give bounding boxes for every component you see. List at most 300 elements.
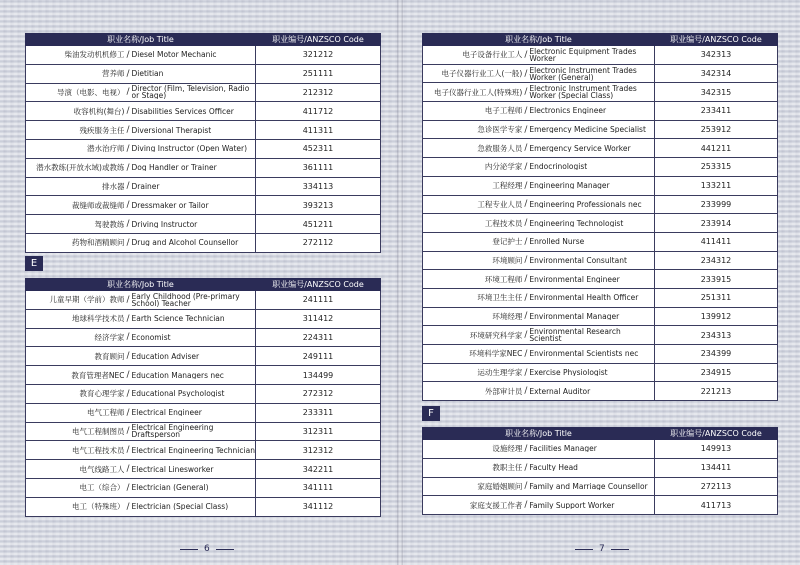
job-title-cell [26,233,256,252]
job-title-chinese: 柴油发动机机修工 [64,50,125,60]
job-title-english: Engineering Technologist [529,219,624,227]
anzsco-code-cell: 233914 [655,214,778,233]
slash-separator: / [126,200,130,211]
job-title-wrap [423,158,654,176]
job-title-chinese: 环境科学家NEC [469,349,523,359]
table-row [423,176,778,195]
job-title-english: Environmental Manager [529,312,620,320]
job-title-english: Exercise Physiologist [529,369,608,377]
job-title-cell [26,422,256,441]
job-title-wrap [26,310,255,328]
job-title-wrap [26,291,255,309]
table-row [423,83,778,102]
job-title-chinese: 电工（特殊班） [71,502,125,512]
anzsco-code-cell: 233411 [655,102,778,121]
job-title-cell [423,139,655,158]
anzsco-code-cell: 134499 [256,366,381,385]
job-title-wrap [26,140,255,158]
job-title-english: Education Adviser [131,352,200,360]
job-title-english: Family Support Worker [529,501,615,509]
anzsco-code-cell: 233999 [655,195,778,214]
job-title-english: External Auditor [529,387,591,395]
header-job-title: 职业名称/Job Title [423,34,655,46]
anzsco-code-cell: 139912 [655,307,778,326]
table-row [26,497,381,516]
job-title-wrap [423,233,654,251]
job-title-chinese: 家庭支援工作者 [469,500,523,510]
slash-separator: / [524,500,528,511]
slash-separator: / [126,464,130,475]
table-row [423,251,778,270]
table-row [26,121,381,140]
job-title-english: Drainer [131,182,160,190]
job-title-chinese: 教育管理者NEC [71,370,125,380]
job-title-cell [423,102,655,121]
job-title-chinese: 电气工程技术员 [71,445,125,455]
slash-separator: / [524,311,528,322]
job-title-wrap [423,364,654,382]
jobs-table-e-left [25,278,381,517]
job-title-chinese: 环境顾问 [492,255,523,265]
table-row [423,139,778,158]
job-title-chinese: 电子仪器行业工人(一般) [441,69,523,79]
table-row [26,215,381,234]
job-title-english: Electrician (General) [131,484,209,492]
table-row [423,363,778,382]
table-row [423,288,778,307]
job-title-wrap [26,404,255,422]
slash-separator: / [524,199,528,210]
slash-separator: / [524,105,528,116]
job-title-cell [26,384,256,403]
job-title-wrap [26,460,255,478]
job-title-cell [423,307,655,326]
header-job-title: 职业名称/Job Title [26,279,256,291]
table-header-row [423,428,778,440]
job-title-wrap [423,214,654,232]
anzsco-code-cell: 334113 [256,177,381,196]
slash-separator: / [126,332,130,343]
table-row [26,384,381,403]
job-title-cell [423,345,655,364]
job-title-english: Diving Instructor (Open Water) [131,145,248,153]
job-title-english: Electronic Equipment Trades Worker [529,47,637,62]
job-title-cell [26,309,256,328]
table-row [423,158,778,177]
job-title-wrap [26,366,255,384]
slash-separator: / [126,294,130,305]
anzsco-code-cell: 234915 [655,363,778,382]
job-title-english: Dog Handler or Trainer [131,164,217,172]
page-number-text: 7 [599,544,605,554]
slash-separator: / [524,143,528,154]
job-title-wrap [423,382,654,400]
job-title-cell [26,497,256,516]
job-title-wrap [423,289,654,307]
table-row [26,422,381,441]
job-title-cell [26,64,256,83]
job-title-wrap [26,234,255,252]
job-title-chinese: 环境经理 [492,311,523,321]
job-title-english: Family and Marriage Counsellor [529,482,648,490]
job-title-chinese: 排水器 [101,181,125,191]
slash-separator: / [126,143,130,154]
job-title-wrap [423,496,654,514]
slash-separator: / [126,106,130,117]
job-title-cell [26,139,256,158]
table-row [423,326,778,345]
slash-separator: / [524,87,528,98]
job-title-cell [423,176,655,195]
anzsco-code-cell: 341112 [256,497,381,516]
page-number-right [575,544,629,554]
job-title-english: Electronic Instrument Trades Worker (General) [529,66,637,81]
page-number-rule [180,549,198,550]
anzsco-code-cell: 241111 [256,291,381,310]
job-title-chinese: 登记护士 [492,237,523,247]
header-job-title: 职业名称/Job Title [423,428,655,440]
job-title-english: Earth Science Technician [131,315,225,323]
job-title-cell [423,195,655,214]
book-gutter [397,0,403,565]
anzsco-code-cell: 224311 [256,328,381,347]
job-title-cell [423,458,655,477]
anzsco-code-cell: 234312 [655,251,778,270]
job-title-chinese: 电子工程师 [484,106,523,116]
job-title-cell [423,326,655,345]
table-row [26,441,381,460]
job-title-wrap [423,102,654,120]
anzsco-code-cell: 251111 [256,64,381,83]
job-title-chinese: 电气工程师 [86,408,125,418]
table-row [423,496,778,515]
job-title-english: Electrical Engineering Technician [131,446,255,454]
job-title-english: Dressmaker or Tailor [131,201,209,209]
job-title-english: Faculty Head [529,464,578,472]
job-title-cell [423,64,655,83]
header-anzsco-code: 职业编号/ANZSCO Code [256,279,381,291]
page-number-rule [611,549,629,550]
table-row [26,478,381,497]
anzsco-code-cell: 212312 [256,83,381,102]
job-title-cell [423,477,655,496]
table-row [423,458,778,477]
job-title-cell [423,232,655,251]
anzsco-code-cell: 361111 [256,158,381,177]
slash-separator: / [524,462,528,473]
job-title-wrap [26,159,255,177]
job-title-chinese: 儿童早期（学前）教师 [49,295,125,305]
table-row [26,460,381,479]
job-title-english: Electronics Engineer [529,107,607,115]
jobs-table-f [422,427,778,515]
job-title-english: Diesel Motor Mechanic [131,51,217,59]
job-title-wrap [26,178,255,196]
anzsco-code-cell: 342313 [655,46,778,65]
table-row [26,291,381,310]
table-row [423,102,778,121]
header-anzsco-code: 职业编号/ANZSCO Code [655,34,778,46]
anzsco-code-cell: 233915 [655,270,778,289]
job-title-cell [423,46,655,65]
slash-separator: / [126,407,130,418]
job-title-chinese: 工程专业人员 [477,199,523,209]
job-title-chinese: 急诊医学专家 [477,125,523,135]
header-job-title: 职业名称/Job Title [26,34,256,46]
job-title-chinese: 营养师 [101,69,125,79]
job-title-english: Diversional Therapist [131,126,212,134]
page-number-rule [216,549,234,550]
table-row [26,233,381,252]
job-title-english: Electronic Instrument Trades Worker (Special Class) [529,85,637,100]
job-title-wrap [26,102,255,120]
job-title-wrap [26,329,255,347]
job-title-wrap [423,326,654,344]
job-title-cell [26,46,256,65]
job-title-wrap [26,196,255,214]
job-title-chinese: 教育顾问 [94,351,125,361]
table-row [26,328,381,347]
slash-separator: / [524,161,528,172]
job-title-english: Director (Film, Television, Radio or Stage) [131,85,250,100]
anzsco-code-cell: 249111 [256,347,381,366]
job-title-wrap [423,139,654,157]
header-anzsco-code: 职业编号/ANZSCO Code [256,34,381,46]
table-row [26,83,381,102]
job-title-english: Dietitian [131,70,164,78]
table-header-row [26,34,381,46]
job-title-chinese: 环境卫生主任 [477,293,523,303]
anzsco-code-cell: 234399 [655,345,778,364]
job-title-english: Early Childhood (Pre-primary School) Teacher [131,292,240,307]
job-title-cell [26,403,256,422]
job-title-english: Environmental Scientists nec [529,350,639,358]
anzsco-code-cell: 134411 [655,458,778,477]
anzsco-code-cell: 234313 [655,326,778,345]
header-anzsco-code: 职业编号/ANZSCO Code [655,428,778,440]
job-title-cell [423,440,655,459]
job-title-cell [26,196,256,215]
job-title-wrap [423,46,654,64]
slash-separator: / [126,482,130,493]
job-title-wrap [26,385,255,403]
job-title-wrap [26,65,255,83]
job-title-wrap [423,65,654,83]
job-title-chinese: 潜水治疗师 [86,144,125,154]
anzsco-code-cell: 393213 [256,196,381,215]
job-title-cell [26,460,256,479]
job-title-english: Electrical Engineer [131,409,202,417]
job-title-chinese: 收容机构(舞台) [73,106,125,116]
slash-separator: / [524,481,528,492]
jobs-table-e-right [422,33,778,401]
job-title-chinese: 内分泌学家 [484,162,523,172]
job-title-cell [423,496,655,515]
job-title-chinese: 经济学家 [94,332,125,342]
job-title-chinese: 设施经理 [492,444,523,454]
jobs-table-d [25,33,381,253]
job-title-wrap [423,196,654,214]
section-letter-e: E [25,256,43,271]
job-title-wrap [26,441,255,459]
table-header-row [423,34,778,46]
slash-separator: / [524,274,528,285]
job-title-english: Environmental Consultant [529,256,627,264]
anzsco-code-cell: 221213 [655,382,778,401]
anzsco-code-cell: 451211 [256,215,381,234]
job-title-cell [423,288,655,307]
job-title-english: Educational Psychologist [131,390,225,398]
job-title-chinese: 工程技术员 [484,218,523,228]
table-row [26,366,381,385]
table-row [423,345,778,364]
job-title-english: Emergency Service Worker [529,144,631,152]
job-title-chinese: 运动生理学家 [477,368,523,378]
table-row [26,46,381,65]
table-row [26,177,381,196]
anzsco-code-cell: 411712 [256,102,381,121]
table-row [26,102,381,121]
anzsco-code-cell: 253315 [655,158,778,177]
slash-separator: / [524,443,528,454]
anzsco-code-cell: 311412 [256,309,381,328]
job-title-cell [26,366,256,385]
job-title-cell [26,291,256,310]
table-row [423,195,778,214]
slash-separator: / [126,426,130,437]
job-title-cell [423,214,655,233]
job-title-chinese: 导演（电影、电视） [56,87,125,97]
job-title-cell [423,158,655,177]
anzsco-code-cell: 149913 [655,440,778,459]
job-title-wrap [423,478,654,496]
slash-separator: / [524,218,528,229]
job-title-chinese: 教职主任 [492,463,523,473]
slash-separator: / [126,237,130,248]
table-row [26,196,381,215]
slash-separator: / [524,330,528,341]
slash-separator: / [126,445,130,456]
job-title-wrap [423,121,654,139]
job-title-english: Education Managers nec [131,371,224,379]
slash-separator: / [126,313,130,324]
anzsco-code-cell: 312311 [256,422,381,441]
job-title-wrap [26,215,255,233]
job-title-chinese: 急救服务人员 [477,143,523,153]
section-letter-f: F [422,406,440,421]
anzsco-code-cell: 411411 [655,232,778,251]
table-row [423,382,778,401]
slash-separator: / [126,181,130,192]
slash-separator: / [126,501,130,512]
slash-separator: / [524,236,528,247]
job-title-cell [26,347,256,366]
job-title-chinese: 教育心理学家 [79,389,125,399]
anzsco-code-cell: 411713 [655,496,778,515]
job-title-english: Environmental Health Officer [529,294,639,302]
table-row [423,232,778,251]
table-row [26,139,381,158]
job-title-wrap [423,83,654,101]
job-title-chinese: 地球科学技术员 [71,314,125,324]
job-title-cell [26,83,256,102]
anzsco-code-cell: 253912 [655,120,778,139]
slash-separator: / [126,125,130,136]
job-title-chinese: 电工（综合） [79,483,125,493]
table-row [423,440,778,459]
slash-separator: / [524,180,528,191]
job-title-english: Engineering Professionals nec [529,200,642,208]
job-title-chinese: 环境研究科学家 [469,330,523,340]
job-title-cell [26,441,256,460]
job-title-english: Driving Instructor [131,220,198,228]
slash-separator: / [524,49,528,60]
page-number-rule [575,549,593,550]
job-title-wrap [26,46,255,64]
job-title-cell [26,177,256,196]
job-title-english: Economist [131,333,171,341]
table-row [26,64,381,83]
slash-separator: / [524,386,528,397]
job-title-english: Endocrinologist [529,163,588,171]
table-row [423,64,778,83]
page-number-left [180,544,234,554]
job-title-wrap [423,270,654,288]
table-row [423,270,778,289]
slash-separator: / [126,370,130,381]
anzsco-code-cell: 342211 [256,460,381,479]
job-title-english: Electrical Engineering Draftsperson [131,424,214,439]
job-title-wrap [423,459,654,477]
table-row [423,120,778,139]
slash-separator: / [126,162,130,173]
anzsco-code-cell: 341111 [256,478,381,497]
anzsco-code-cell: 441211 [655,139,778,158]
slash-separator: / [524,367,528,378]
anzsco-code-cell: 133211 [655,176,778,195]
job-title-wrap [26,84,255,102]
job-title-wrap [423,308,654,326]
table-row [26,158,381,177]
job-title-wrap [423,252,654,270]
job-title-chinese: 环境工程师 [484,274,523,284]
job-title-chinese: 工程经理 [492,181,523,191]
job-title-chinese: 电气工程制图员 [71,426,125,436]
job-title-chinese: 驾驶教练 [94,219,125,229]
job-title-wrap [26,423,255,441]
anzsco-code-cell: 342315 [655,83,778,102]
table-row [26,347,381,366]
slash-separator: / [524,124,528,135]
job-title-cell [26,121,256,140]
slash-separator: / [126,351,130,362]
job-title-english: Environmental Engineer [529,275,620,283]
job-title-cell [26,158,256,177]
job-title-chinese: 药物和酒精顾问 [71,238,125,248]
job-title-chinese: 电气线路工人 [79,464,125,474]
job-title-wrap [423,177,654,195]
job-title-chinese: 外部审计员 [484,386,523,396]
anzsco-code-cell: 452311 [256,139,381,158]
table-row [26,309,381,328]
job-title-cell [423,83,655,102]
anzsco-code-cell: 342314 [655,64,778,83]
table-row [423,214,778,233]
slash-separator: / [126,219,130,230]
table-row [423,477,778,496]
slash-separator: / [126,388,130,399]
anzsco-code-cell: 233311 [256,403,381,422]
